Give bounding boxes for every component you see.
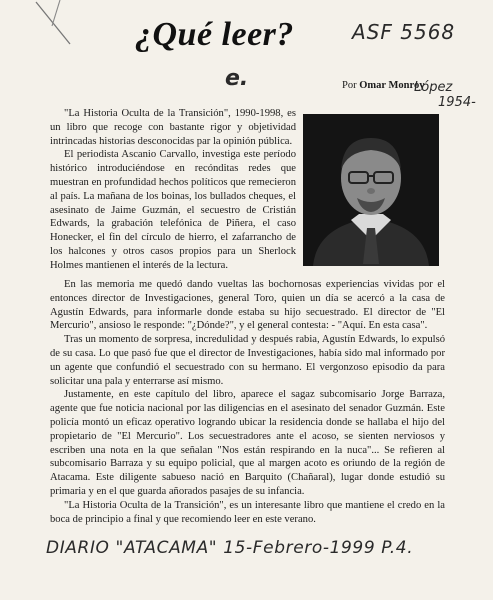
- byline: [342, 80, 424, 91]
- body-paragraph: "La Historia Oculta de la Transición", es un interesante libro que mantiene el credo en la boca de principio a final y que recomiendo leer en este verano.: [50, 499, 445, 525]
- byline-prefix: Por: [342, 80, 360, 91]
- body-paragraph: En las memoria me quedó dando vueltas las bochornosas experiencias vividas por el entonces director de Investigaciones, general Toro, quien un día se acercó a la casa de Agustín Edwards, para informarle donde estaba su hijo secuestrado. El director de "El Mercurio", ansioso le responde: "¿Dónde?", y el general contesta: - "Aquí. En esta casa".: [50, 279, 445, 332]
- author-portrait: [303, 114, 439, 266]
- article-title: ¿Qué leer?: [135, 16, 294, 53]
- pencil-cross-mark: [30, 0, 76, 46]
- lead-column: [50, 107, 296, 273]
- byline-author: Omar Monroy: [359, 80, 425, 91]
- lead-paragraph: El periodista Ascanio Carvallo, investiga este período histórico introduciéndose en recónditas redes que muestran en profundidad hechos políticos que remecieron al país. La mañana de los boinas, los bullados cheques, el asesinato de Jaime Guzmán, el secuestro de Cristián Edwards, la grabación telefónica de Piñera, el caso Honecker, el fin del círculo de hierro, el zafarrancho de los halcones y otros casos propios para un Sherlock Holmes mantienen el interés de la lectura.: [50, 149, 296, 271]
- handwritten-author-year: 1954-: [438, 95, 476, 110]
- handwritten-author-surname: López: [414, 80, 453, 95]
- handwritten-source-note: DIARIO "ATACAMA" 15-Febrero-1999 P.4.: [46, 538, 414, 558]
- lead-paragraph: "La Historia Oculta de la Transición", 1990-1998, es un libro que recoge con bastante rigor y objetividad intrincadas historias desconocidas par la opinión pública.: [50, 108, 296, 147]
- handwritten-mark: e.: [225, 66, 249, 91]
- author-photo: [303, 114, 439, 266]
- body-paragraph: Justamente, en este capítulo del libro, aparece el sagaz subcomisario Jorge Barraza, agente que fue noticia nacional por las diligencias en el asesinato del senador Guzmán. Este policía montó un eficaz operativo logrando ubicar la residencia donde se hallaba el hijo del propietario de "El Mercurio". Los secuestradores ante el acoso, se sienten nerviosos y escriben una nota en la que señalan "Nos están respirando en la nuca"... Se refieren al subcomisario Barraza y su equipo policial, que al margen acoto es oriundo de la región de Atacama. Este diligente sabueso nació en Barquito (Chañaral), lugar donde estudió su primaria y en el que guarda añorados pasajes de su infancia.: [50, 389, 445, 497]
- body-column: [50, 278, 445, 526]
- handwritten-archive-code: ASF 5568: [352, 20, 456, 44]
- body-paragraph: Tras un momento de sorpresa, incredulidad y después rabia, Agustín Edwards, lo expulsó de su casa. Lo que pasó fue que el director de Investigaciones, había sido mal informado por un agente que confundió el secuestrado con su hermano. El vergonzoso episodio da para solicitar una pala y enterrarse así mismo.: [50, 334, 445, 387]
